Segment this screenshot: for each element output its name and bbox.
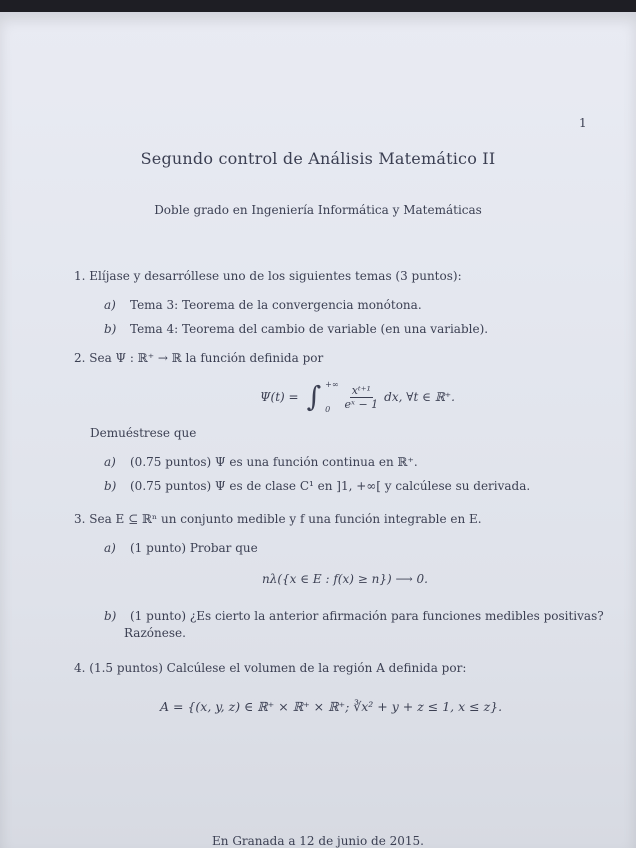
item-marker: b) [104,609,117,623]
exercise-3: 3. Sea E ⊆ ℝⁿ un conjunto medible y f una función integrable en E. [74,512,482,526]
integrand-fraction [345,384,379,411]
exercise-2-prompt: Demuéstrese que [90,426,197,440]
formula-lhs: Ψ(t) = [260,390,299,404]
item-marker: b) [104,322,117,336]
exercise-1b [104,322,488,336]
item-text: (1 punto) ¿Es cierto la anterior afirmación para funciones medibles positivas? [130,609,604,623]
item-text: Tema 3: Teorema de la convergencia monótona. [130,298,422,312]
exercise-1: 1. Elíjase y desarróllese uno de los siguientes temas (3 puntos): [74,269,462,283]
item-marker: a) [104,541,116,555]
item-text: (0.75 puntos) Ψ es una función continua en ℝ⁺. [130,455,418,469]
exercise-2b [104,479,530,493]
item-marker: a) [104,455,116,469]
exercise-4: 4. (1.5 puntos) Calcúlese el volumen de la región A definida por: [74,661,467,675]
exercise-2a [104,455,418,469]
page-subtitle: Doble grado en Ingeniería Informática y Matemáticas [154,203,482,217]
exercise-3b-continuation: Razónese. [124,626,186,640]
region-formula: A = {(x, y, z) ∈ ℝ⁺ × ℝ⁺ × ℝ⁺; ∛x² + y + z ≤ 1, x ≤ z}. [160,699,503,714]
page-number: 1 [579,116,587,130]
upper-limit: +∞ [325,380,339,389]
numerator: xᵗ⁺¹ [351,383,371,397]
item-text: Tema 4: Teorema del cambio de variable (en una variable). [130,322,489,336]
lower-limit: 0 [325,405,331,414]
integral-limits [325,380,338,414]
denominator: eˣ − 1 [344,397,379,411]
exercise-3a [104,541,258,555]
item-text: (1 punto) Probar que [130,541,258,555]
exercise-1a [104,298,422,312]
page-title: Segundo control de Análisis Matemático II [140,149,496,168]
item-marker: b) [104,479,117,493]
closing-line: En Granada a 12 de junio de 2015. [212,834,424,848]
exercise-3b [104,609,604,623]
psi-definition-formula [260,380,455,414]
formula-tail: dx, ∀t ∈ ℝ⁺. [384,390,455,404]
exercise-2: 2. Sea Ψ : ℝ⁺ → ℝ la función definida por [74,351,324,365]
item-marker: a) [104,298,116,312]
exam-sheet [0,12,636,848]
limit-formula: nλ({x ∈ E : f(x) ≥ n}) ⟶ 0. [262,572,428,586]
integral-sign: ∫ [306,380,322,413]
item-text: (0.75 puntos) Ψ es de clase C¹ en ]1, +∞[ y calcúlese su derivada. [130,479,531,493]
